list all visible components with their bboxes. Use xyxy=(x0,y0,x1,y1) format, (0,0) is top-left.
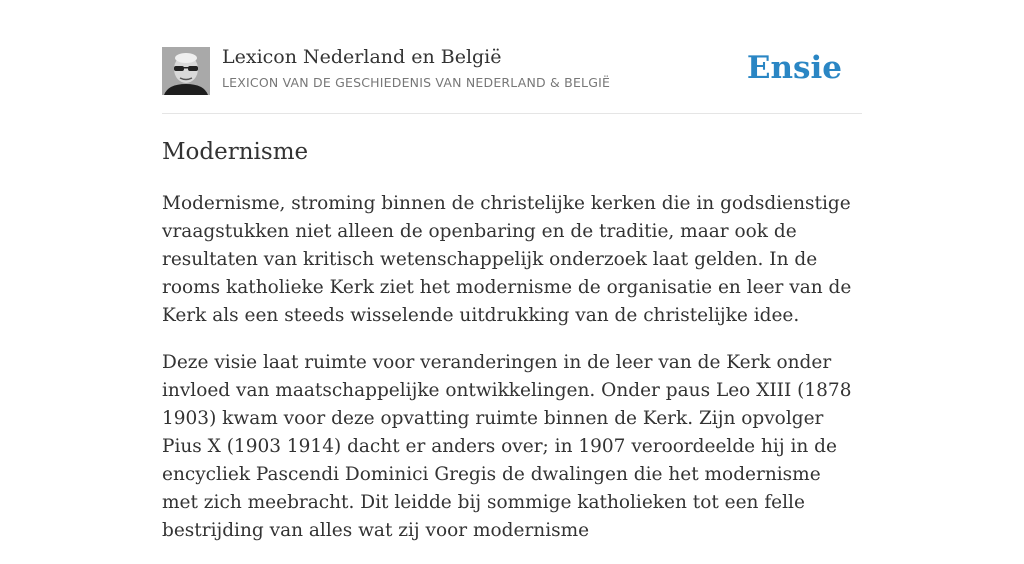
site-subtitle[interactable]: LEXICON VAN DE GESCHIEDENIS VAN NEDERLAND & BELGIË xyxy=(222,75,611,90)
article-paragraph: Deze visie laat ruimte voor veranderingen in de leer van de Kerk onder invloed van maatschappelijke ontwikkelingen. Onder paus Leo XIII (1878 1903) kwam voor deze opvatting ruimte binnen de Kerk. Zijn opvolger Pius X (1903 1914) dacht er anders over; in 1907 veroordeelde hij in de encycliek Pascendi Dominici Gregis de dwalingen die het modernisme met zich meebracht. Dit leidde bij sommige katholieken tot een felle bestrijding van alles wat zij voor modernisme xyxy=(162,352,852,541)
brand-logo[interactable]: Ensie xyxy=(746,50,842,86)
site-title[interactable]: Lexicon Nederland en België xyxy=(222,46,502,68)
article-body xyxy=(162,190,862,564)
author-avatar[interactable] xyxy=(162,47,210,95)
portrait-icon xyxy=(162,47,210,95)
article-paragraph: Modernisme, stroming binnen de christelijke kerken die in godsdienstige vraagstukken niet alleen de openbaring en de traditie, maar ook de resultaten van kritisch wetenschappelijk onderzoek laat gelden. In de rooms katholieke Kerk ziet het modernisme de organisatie en leer van de Kerk als een steeds wisselende uitdrukking van de christelijke idee. xyxy=(162,193,852,326)
site-header xyxy=(162,0,862,114)
page xyxy=(162,0,862,541)
article-title: Modernisme xyxy=(162,139,309,165)
